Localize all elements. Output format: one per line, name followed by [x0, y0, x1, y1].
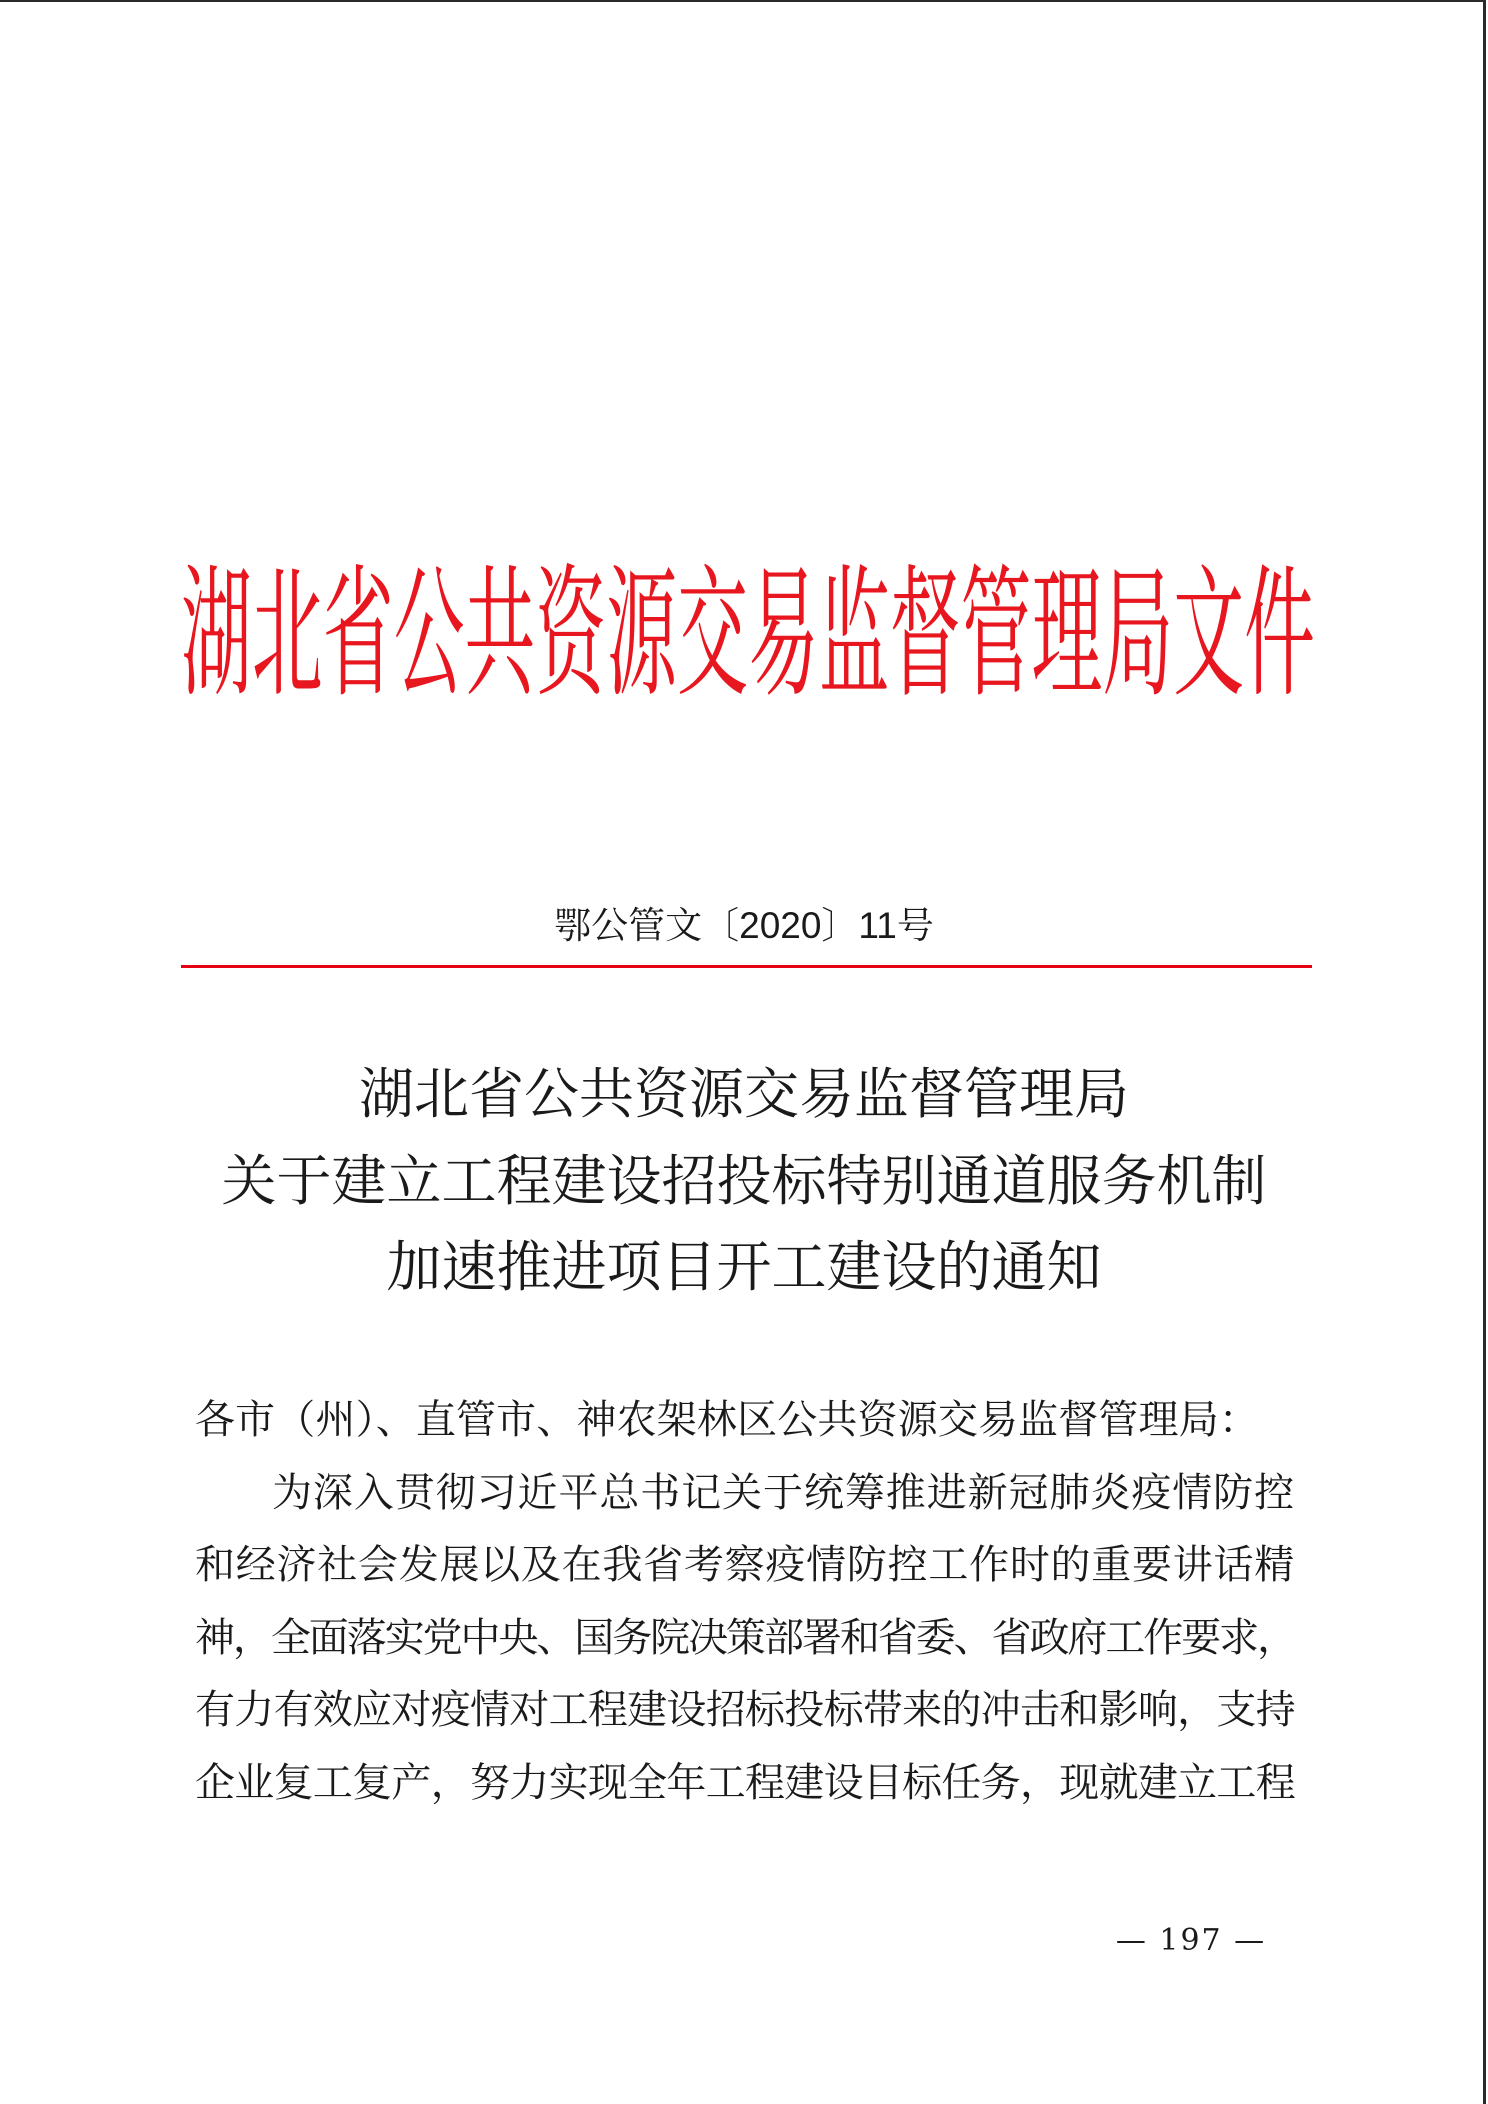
document-number: 鄂公管文〔2020〕11号 [554, 905, 934, 946]
red-header-band [0, 560, 1488, 710]
document-body [195, 1384, 1305, 1820]
body-text: 有力有效应对疫情对工程建设招标投标带来的冲击和影响，支持 [195, 1687, 1295, 1734]
document-title [0, 1051, 1488, 1311]
body-text: 和经济社会发展以及在我省考察疫情防控工作时的重要讲话精 [195, 1542, 1295, 1589]
body-text: 企业复工复产，努力实现全年工程建设目标任务，现就建立工程 [195, 1759, 1295, 1806]
salutation: 各市（州）、直管市、神农架林区公共资源交易监督管理局： [195, 1397, 1259, 1443]
salutation-line [195, 1384, 1305, 1457]
issuing-authority-header: 湖北省公共资源交易监督管理局文件 [181, 560, 1315, 710]
page-top-border [0, 0, 1486, 2]
body-line [195, 1602, 1305, 1675]
body-text: 为深入贯彻习近平总书记关于统筹推进新冠肺炎疫情防控 [272, 1469, 1295, 1516]
body-line [195, 1457, 1305, 1530]
red-separator-line [181, 965, 1312, 968]
body-line [195, 1747, 1305, 1820]
body-line [195, 1674, 1305, 1747]
title-line: 加速推进项目开工建设的通知 [386, 1235, 1102, 1299]
title-line: 关于建立工程建设招投标特别通道服务机制 [221, 1148, 1267, 1213]
page-number: — 197 — [1115, 1923, 1267, 1958]
body-text: 神，全面落实党中央、国务院决策部署和省委、省政府工作要求， [195, 1614, 1295, 1661]
title-line: 湖北省公共资源交易监督管理局 [358, 1062, 1129, 1126]
body-line [195, 1529, 1305, 1602]
